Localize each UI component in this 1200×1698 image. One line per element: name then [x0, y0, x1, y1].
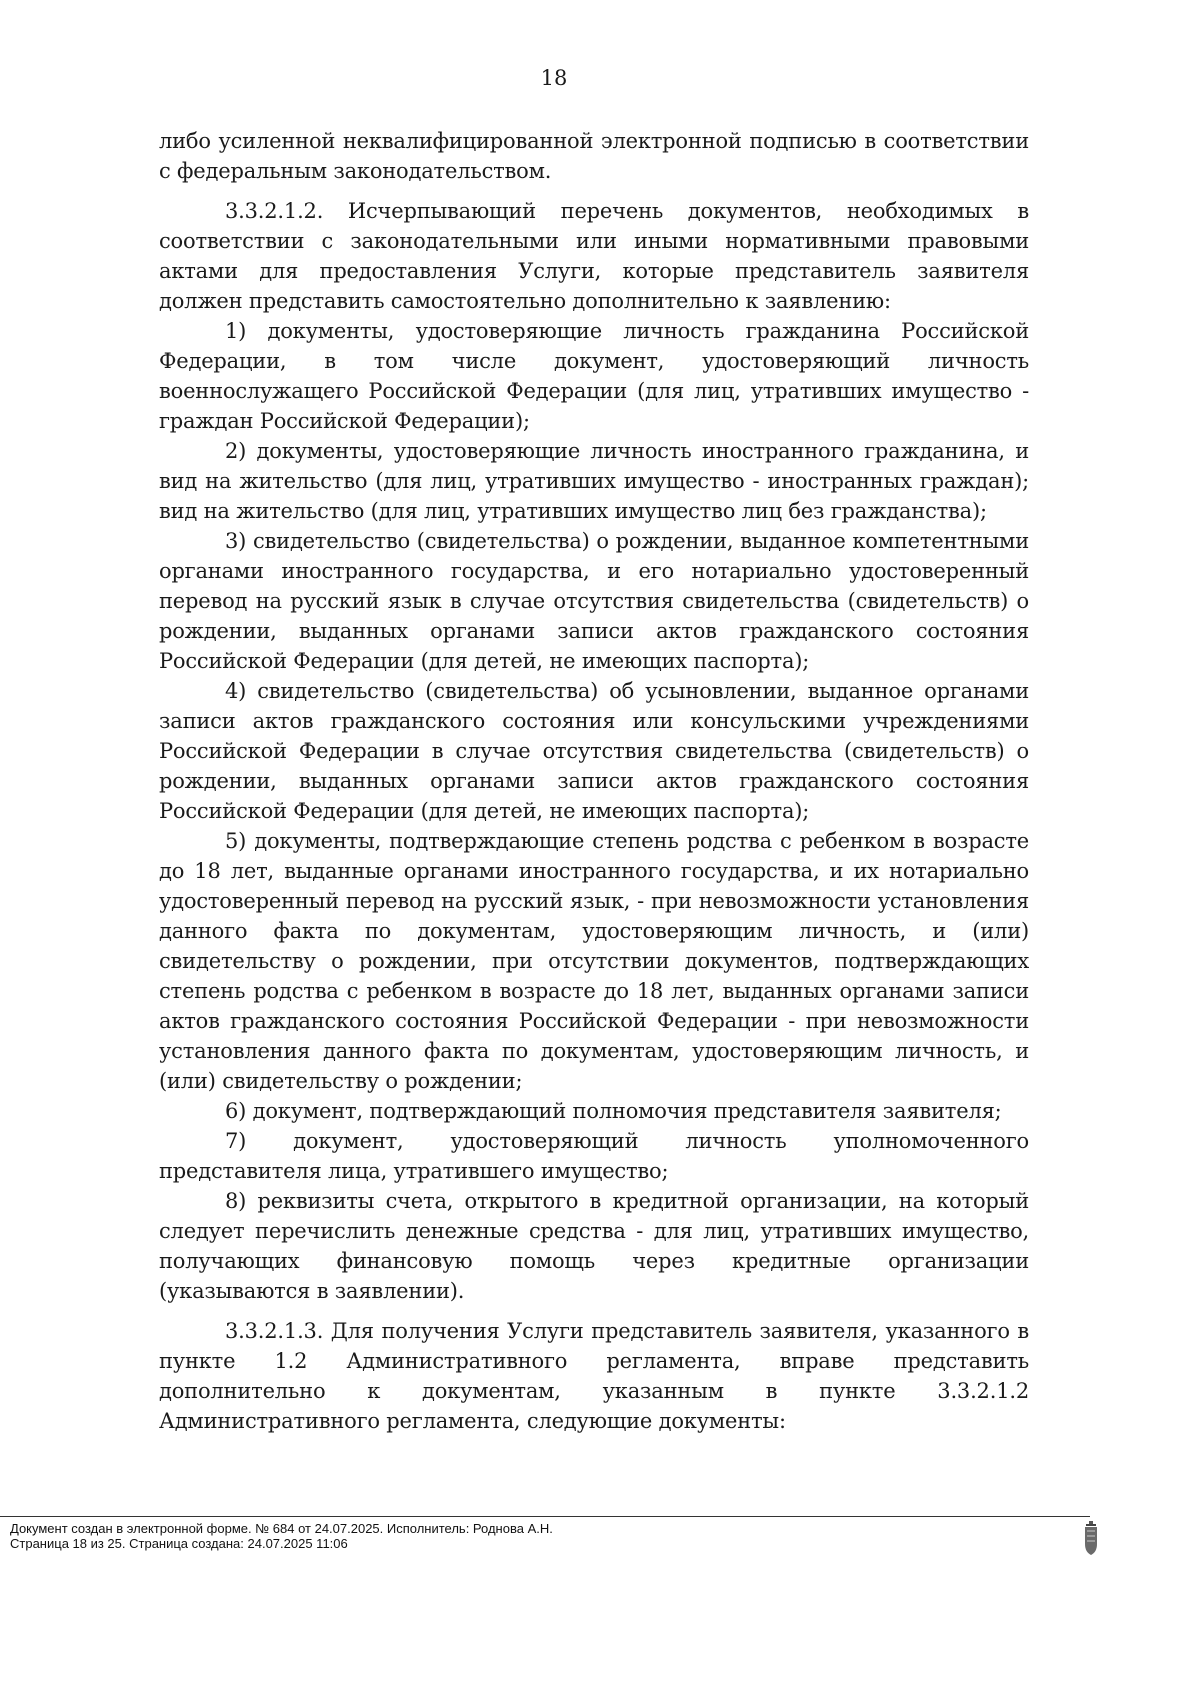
document-body [159, 126, 1029, 1436]
list-item-7: 7) документ, удостоверяющий личность уполномоченного представителя лица, утратившего имущество; [159, 1129, 1029, 1183]
list-item-8: 8) реквизиты счета, открытого в кредитной организации, на который следует перечислить денежные средства - для лиц, утративших имущество, получающих финансовую помощь через кредитные организации (указываются в заявлении). [159, 1189, 1029, 1303]
paragraph-3-3-2-1-3: 3.3.2.1.3. Для получения Услуги представитель заявителя, указанного в пункте 1.2 Административного регламента, вправе представить дополнительно к документам, указанным в пункте 3.3.2.1.2 Административного регламента, следующие документы: [159, 1319, 1029, 1433]
list-item-5: 5) документы, подтверждающие степень родства с ребенком в возрасте до 18 лет, выданные органами иностранного государства, и их нотариально удостоверенный перевод на русский язык, - при невозможности установления данного факта по документам, удостоверяющим личность, и (или) свидетельству о рождении, при отсутствии документов, подтверждающих степень родства с ребенком в возрасте до 18 лет, выданных органами записи актов гражданского состояния Российской Федерации - при невозможности установления данного факта по документам, удостоверяющим личность, и (или) свидетельству о рождении; [159, 829, 1029, 1093]
list-item-3: 3) свидетельство (свидетельства) о рождении, выданное компетентными органами иностранного государства, и его нотариально удостоверенный перевод на русский язык в случае отсутствия свидетельства (свидетельств) о рождении, выданных органами записи актов гражданского состояния Российской Федерации (для детей, не имеющих паспорта); [159, 529, 1029, 673]
list-item-6: 6) документ, подтверждающий полномочия представителя заявителя; [225, 1099, 1002, 1123]
footer-divider [0, 1516, 1090, 1517]
list-item-2: 2) документы, удостоверяющие личность иностранного гражданина, и вид на жительство (для лиц, утративших имущество - иностранных граждан); вид на жительство (для лиц, утративших имущество лиц без гражданства); [159, 439, 1029, 523]
list-item-1: 1) документы, удостоверяющие личность гражданина Российской Федерации, в том числе документ, удостоверяющий личность военнослужащего Российской Федерации (для лиц, утративших имущество - граждан Российской Федерации); [159, 319, 1029, 433]
page-number: 18 [540, 66, 568, 90]
document-footer [10, 1521, 553, 1551]
paragraph-3-3-2-1-2: 3.3.2.1.2. Исчерпывающий перечень документов, необходимых в соответствии с законодательными или иными нормативными правовыми актами для предоставления Услуги, которые представитель заявителя должен представить самостоятельно дополнительно к заявлению: [159, 199, 1029, 313]
footer-creation-info: Документ создан в электронной форме. № 684 от 24.07.2025. Исполнитель: Роднова А.Н. [10, 1521, 553, 1536]
coat-of-arms-icon [1082, 1520, 1100, 1556]
paragraph-continuation: либо усиленной неквалифицированной электронной подписью в соответствии с федеральным законодательством. [159, 129, 1029, 183]
list-item-4: 4) свидетельство (свидетельства) об усыновлении, выданное органами записи актов гражданского состояния или консульскими учреждениями Российской Федерации в случае отсутствия свидетельства (свидетельств) о рождении, выданных органами записи актов гражданского состояния Российской Федерации (для детей, не имеющих паспорта); [159, 679, 1029, 823]
footer-page-info: Страница 18 из 25. Страница создана: 24.07.2025 11:06 [10, 1536, 348, 1551]
